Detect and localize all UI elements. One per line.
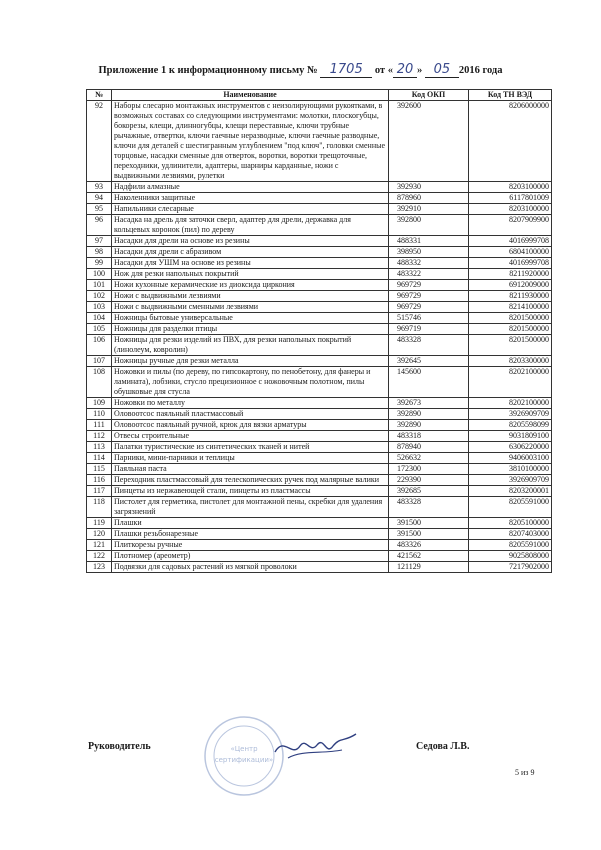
- row-okp: 483318: [389, 431, 469, 442]
- row-number: 106: [87, 335, 112, 356]
- row-name: Ножовки по металлу: [112, 398, 389, 409]
- table-row: [87, 431, 552, 442]
- table-row: [87, 529, 552, 540]
- row-name: Оловоотсос паяльный ручной, крюк для вязки арматуры: [112, 420, 389, 431]
- row-ved: 8201500000: [469, 324, 552, 335]
- document-header: [0, 62, 601, 78]
- row-name: Ножи с выдвижными лезвиями: [112, 291, 389, 302]
- table-row: [87, 291, 552, 302]
- letter-number: 1705: [320, 62, 372, 78]
- row-number: 111: [87, 420, 112, 431]
- row-okp: 172300: [389, 464, 469, 475]
- signatory-name: Седова Л.В.: [416, 741, 470, 752]
- row-name: Ножи с выдвижными сменными лезвиями: [112, 302, 389, 313]
- row-name: Нож для резки напольных покрытий: [112, 269, 389, 280]
- header-suffix: 2016 года: [458, 65, 503, 76]
- row-okp: 483328: [389, 497, 469, 518]
- row-okp: 392890: [389, 420, 469, 431]
- row-ved: 8205591000: [469, 540, 552, 551]
- row-number: 122: [87, 551, 112, 562]
- table-row: [87, 442, 552, 453]
- row-okp: 121129: [389, 562, 469, 573]
- row-name: Ножницы бытовые универсальные: [112, 313, 389, 324]
- header-from: от «: [374, 65, 393, 76]
- row-number: 95: [87, 204, 112, 215]
- row-number: 116: [87, 475, 112, 486]
- row-ved: 8205598099: [469, 420, 552, 431]
- row-okp: 526632: [389, 453, 469, 464]
- table-row: [87, 562, 552, 573]
- row-okp: 969729: [389, 280, 469, 291]
- row-name: Паяльная паста: [112, 464, 389, 475]
- table-row: [87, 335, 552, 356]
- row-number: 93: [87, 182, 112, 193]
- table-row: [87, 453, 552, 464]
- row-okp: 398950: [389, 247, 469, 258]
- row-number: 100: [87, 269, 112, 280]
- row-number: 99: [87, 258, 112, 269]
- row-okp: 483322: [389, 269, 469, 280]
- letter-month: 05: [425, 62, 459, 78]
- svg-text:«Центр: «Центр: [230, 745, 258, 753]
- row-number: 123: [87, 562, 112, 573]
- row-number: 94: [87, 193, 112, 204]
- row-ved: 8206000000: [469, 101, 552, 182]
- table-row: [87, 258, 552, 269]
- table-row: [87, 101, 552, 182]
- row-name: Ножницы для разделки птицы: [112, 324, 389, 335]
- row-name: Плашки: [112, 518, 389, 529]
- table-row: [87, 356, 552, 367]
- table-row: [87, 204, 552, 215]
- row-ved: 8203200001: [469, 486, 552, 497]
- row-ved: 8205100000: [469, 518, 552, 529]
- row-ved: 8202100000: [469, 367, 552, 398]
- row-name: Переходник пластмассовый для телескопических ручек под малярные валики: [112, 475, 389, 486]
- row-number: 117: [87, 486, 112, 497]
- row-ved: 6117801009: [469, 193, 552, 204]
- row-okp: 969729: [389, 291, 469, 302]
- signature: [270, 728, 360, 766]
- row-name: Ножи кухонные керамические из диоксида циркония: [112, 280, 389, 291]
- row-number: 102: [87, 291, 112, 302]
- row-okp: 392930: [389, 182, 469, 193]
- row-ved: 6804100000: [469, 247, 552, 258]
- row-name: Напильники слесарные: [112, 204, 389, 215]
- table-row: [87, 497, 552, 518]
- row-name: Насадка на дрель для заточки сверл, адаптер для дрели, державка для кольцевых коронок (пил) по дереву: [112, 215, 389, 236]
- row-ved: 8201500000: [469, 313, 552, 324]
- products-table: [86, 89, 552, 573]
- row-number: 120: [87, 529, 112, 540]
- table-row: [87, 302, 552, 313]
- row-name: Оловоотсос паяльный пластмассовый: [112, 409, 389, 420]
- row-name: Пинцеты из нержавеющей стали, пинцеты из пластмассы: [112, 486, 389, 497]
- row-okp: 392645: [389, 356, 469, 367]
- row-okp: 145600: [389, 367, 469, 398]
- row-okp: 392910: [389, 204, 469, 215]
- row-ved: 8207403000: [469, 529, 552, 540]
- table-row: [87, 518, 552, 529]
- row-okp: 515746: [389, 313, 469, 324]
- header-prefix: Приложение 1 к информационному письму №: [98, 65, 318, 76]
- row-number: 97: [87, 236, 112, 247]
- table-row: [87, 313, 552, 324]
- row-number: 114: [87, 453, 112, 464]
- row-okp: 392685: [389, 486, 469, 497]
- row-name: Насадки для УШМ на основе из резины: [112, 258, 389, 269]
- table-row: [87, 367, 552, 398]
- row-okp: 391500: [389, 518, 469, 529]
- table-row: [87, 464, 552, 475]
- table-row: [87, 236, 552, 247]
- row-number: 104: [87, 313, 112, 324]
- row-ved: 3926909709: [469, 409, 552, 420]
- table-row: [87, 420, 552, 431]
- col-name-header: Наименование: [112, 90, 389, 101]
- row-number: 96: [87, 215, 112, 236]
- row-name: Плашки резьбонарезные: [112, 529, 389, 540]
- row-ved: 9406003100: [469, 453, 552, 464]
- row-okp: 488332: [389, 258, 469, 269]
- row-ved: 8214100000: [469, 302, 552, 313]
- table-row: [87, 182, 552, 193]
- page-number: 5 из 9: [515, 768, 535, 777]
- row-okp: 483328: [389, 335, 469, 356]
- letter-day: 20: [393, 62, 417, 78]
- row-name: Насадки для дрели с абразивом: [112, 247, 389, 258]
- row-ved: 8211920000: [469, 269, 552, 280]
- header-mid: »: [416, 65, 423, 76]
- table-row: [87, 540, 552, 551]
- row-ved: 6912009000: [469, 280, 552, 291]
- table-row: [87, 475, 552, 486]
- row-name: Парники, мини-парники и теплицы: [112, 453, 389, 464]
- table-row: [87, 269, 552, 280]
- row-name: Ножницы для резки изделий из ПВХ, для резки напольных покрытий (линолеум, ковролин): [112, 335, 389, 356]
- row-name: Ножовки и пилы (по дереву, по гипсокартону, по пенобетону, для фанеры и ламината), лобзики, стусло прецизионное с ножовочным полотном, пилы обушковые для стусла: [112, 367, 389, 398]
- row-okp: 483326: [389, 540, 469, 551]
- table-row: [87, 398, 552, 409]
- row-okp: 391500: [389, 529, 469, 540]
- row-okp: 878960: [389, 193, 469, 204]
- col-ved-header: Код ТН ВЭД: [469, 90, 552, 101]
- row-name: Плиткорезы ручные: [112, 540, 389, 551]
- row-ved: 8203100000: [469, 182, 552, 193]
- row-number: 105: [87, 324, 112, 335]
- row-name: Пистолет для герметика, пистолет для монтажной пены, скребки для удаления загрязнений: [112, 497, 389, 518]
- row-ved: 9025808000: [469, 551, 552, 562]
- row-okp: 392800: [389, 215, 469, 236]
- row-name: Ножницы ручные для резки металла: [112, 356, 389, 367]
- row-number: 118: [87, 497, 112, 518]
- table-header-row: [87, 90, 552, 101]
- row-number: 110: [87, 409, 112, 420]
- row-ved: 8207909900: [469, 215, 552, 236]
- row-number: 92: [87, 101, 112, 182]
- row-number: 119: [87, 518, 112, 529]
- row-ved: 7217902000: [469, 562, 552, 573]
- row-ved: 8205591000: [469, 497, 552, 518]
- row-number: 101: [87, 280, 112, 291]
- row-okp: 229390: [389, 475, 469, 486]
- row-ved: 8202100000: [469, 398, 552, 409]
- row-number: 112: [87, 431, 112, 442]
- row-ved: 6306220000: [469, 442, 552, 453]
- row-okp: 969729: [389, 302, 469, 313]
- row-number: 109: [87, 398, 112, 409]
- row-ved: 8211930000: [469, 291, 552, 302]
- row-name: Наборы слесарно монтажных инструментов с неизолирующими рукоятками, в возможных составах со следующими инструментами: молотки, плоскогубцы, бокорезы, клещи, длинногубцы, клещи переставные, ключи трубные рычажные, отвертки, ключи гаечные неразводные, ключи гаечные разводные, ключи для деталей с шестигранным углублением "под ключ", головки сменные торцовые, насадки сменные для отверток, воротки, воротки трещоточные, переходники, удлинители, адаптеры, шарниры карданные, ножи с выдвижными лезвиями, рулетки: [112, 101, 389, 182]
- row-name: Наколенники защитные: [112, 193, 389, 204]
- row-number: 107: [87, 356, 112, 367]
- row-number: 115: [87, 464, 112, 475]
- row-name: Насадки для дрели на основе из резины: [112, 236, 389, 247]
- table-row: [87, 409, 552, 420]
- row-okp: 969719: [389, 324, 469, 335]
- signatory-title: Руководитель: [88, 741, 151, 752]
- row-ved: 4016999708: [469, 236, 552, 247]
- table-row: [87, 247, 552, 258]
- col-number-header: №: [87, 90, 112, 101]
- row-ved: 8201500000: [469, 335, 552, 356]
- table-row: [87, 486, 552, 497]
- table-row: [87, 193, 552, 204]
- table-row: [87, 280, 552, 291]
- row-ved: 4016999708: [469, 258, 552, 269]
- row-okp: 392673: [389, 398, 469, 409]
- row-number: 98: [87, 247, 112, 258]
- row-ved: 9031809100: [469, 431, 552, 442]
- row-name: Плотномер (ареометр): [112, 551, 389, 562]
- col-okp-header: Код ОКП: [389, 90, 469, 101]
- row-name: Подвязки для садовых растений из мягкой проволоки: [112, 562, 389, 573]
- table-row: [87, 215, 552, 236]
- row-ved: 8203300000: [469, 356, 552, 367]
- row-okp: 878940: [389, 442, 469, 453]
- row-name: Отвесы строительные: [112, 431, 389, 442]
- table-row: [87, 324, 552, 335]
- row-number: 121: [87, 540, 112, 551]
- row-ved: 3810100000: [469, 464, 552, 475]
- row-ved: 8203100000: [469, 204, 552, 215]
- row-ved: 3926909709: [469, 475, 552, 486]
- row-name: Надфили алмазные: [112, 182, 389, 193]
- svg-text:сертификации»: сертификации»: [214, 756, 274, 764]
- row-okp: 421562: [389, 551, 469, 562]
- row-number: 103: [87, 302, 112, 313]
- table-row: [87, 551, 552, 562]
- row-name: Палатки туристические из синтетических тканей и нитей: [112, 442, 389, 453]
- row-number: 108: [87, 367, 112, 398]
- row-okp: 488331: [389, 236, 469, 247]
- row-number: 113: [87, 442, 112, 453]
- row-okp: 392600: [389, 101, 469, 182]
- row-okp: 392890: [389, 409, 469, 420]
